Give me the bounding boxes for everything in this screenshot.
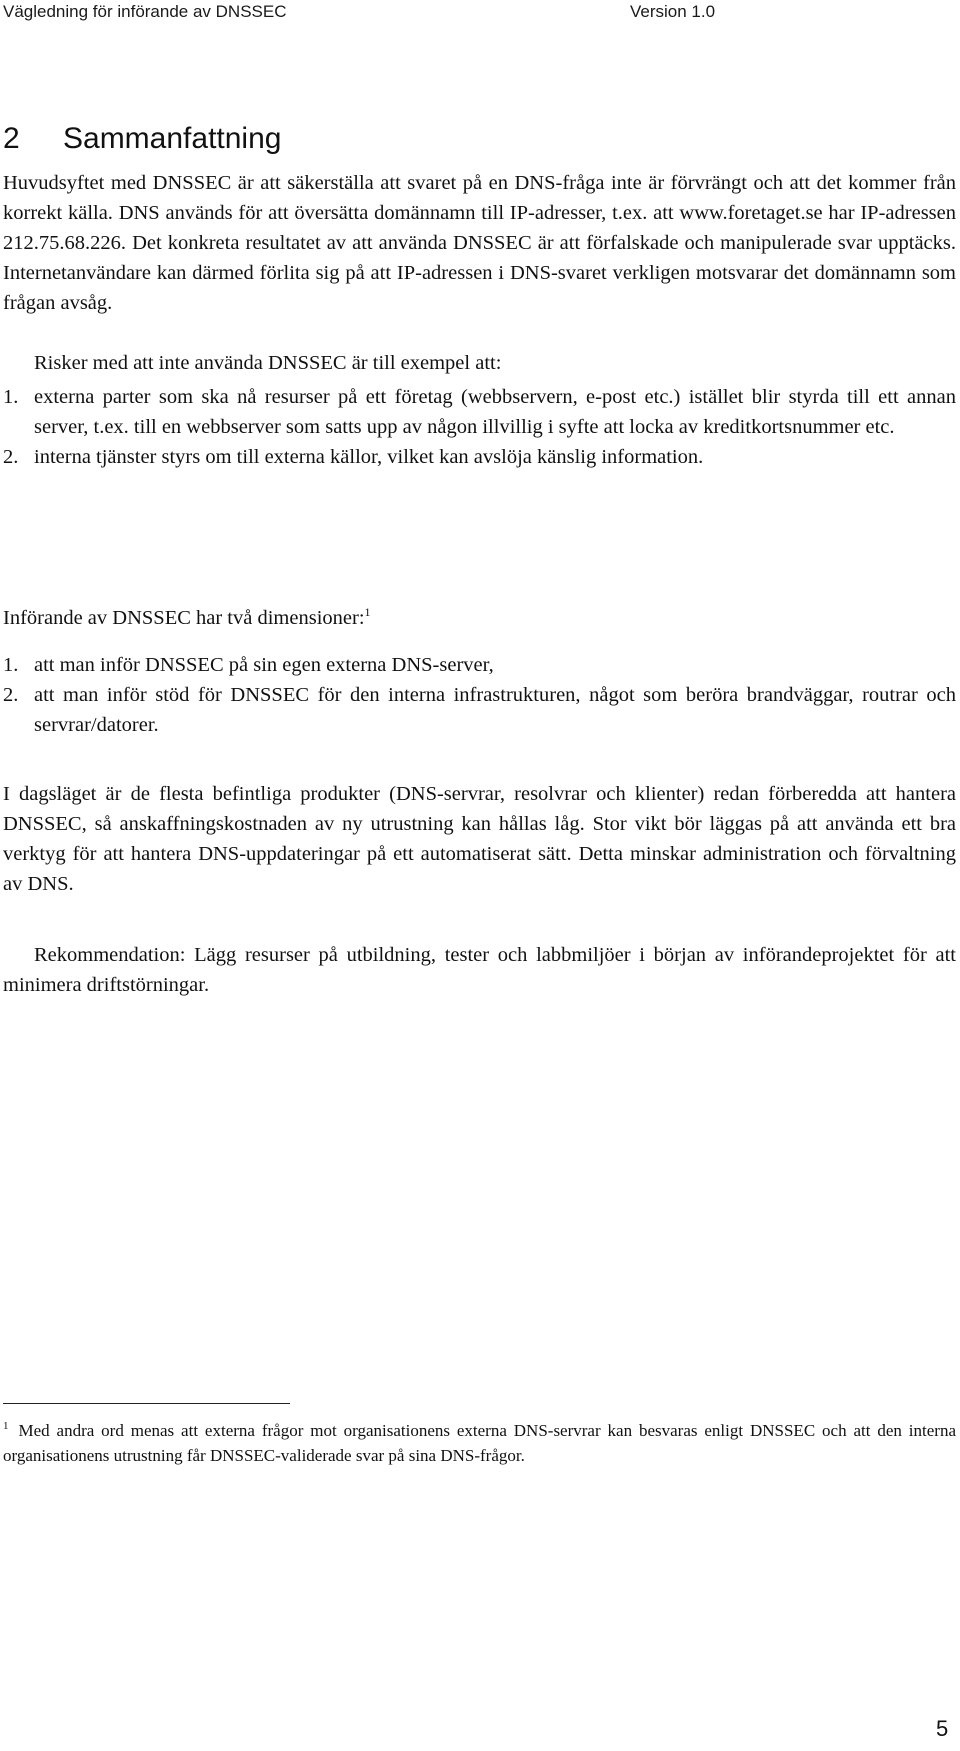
list-item-text: externa parter som ska nå resurser på ett företag (webbservern, e-post etc.) istället blir styrda till ett annan server, t.ex. till en webbserver som satts upp av någon illvillig i syfte att locka av kreditkortsnummer etc. xyxy=(34,386,956,438)
list-marker: 1. xyxy=(3,386,19,408)
running-header-version: Version 1.0 xyxy=(630,2,716,21)
running-header-title: Vägledning för införande av DNSSEC xyxy=(3,2,287,21)
list-marker: 2. xyxy=(3,684,19,706)
risks-list xyxy=(3,382,956,472)
footnote-divider xyxy=(3,1403,290,1404)
list-item xyxy=(3,442,956,472)
body-paragraph: I dagsläget är de flesta befintliga produkter (DNS-servrar, resolvrar och klienter) redan förberedda att hantera DNSSEC, så anskaffningskostnaden av ny utrustning kan hållas låg. Stor vikt bör läggas på att använda ett bra verktyg för att hantera DNS-uppdateringar på ett automatiserat sätt. Detta minskar administration och förvaltning av DNS. xyxy=(3,783,956,895)
list-item-text: interna tjänster styrs om till externa källor, vilket kan avslöja känslig information. xyxy=(34,446,704,468)
list-item xyxy=(3,680,956,740)
list-item-text: att man inför stöd för DNSSEC för den interna infrastrukturen, något som beröra brandväggar, routrar och servrar/datorer. xyxy=(34,684,956,736)
list-item xyxy=(3,650,956,680)
dimensions-lead-text: Införande av DNSSEC har två dimensioner: xyxy=(3,607,365,629)
section-title: Sammanfattning xyxy=(63,122,282,155)
list-marker: 1. xyxy=(3,654,19,676)
list-item xyxy=(3,382,956,442)
section-heading xyxy=(3,122,281,156)
risks-lead-paragraph: Risker med att inte använda DNSSEC är till exempel att: xyxy=(34,352,502,374)
footnote-reference: 1 xyxy=(364,605,371,620)
list-marker: 2. xyxy=(3,446,19,468)
dimensions-lead xyxy=(3,603,956,633)
footnote xyxy=(3,1418,956,1468)
intro-paragraph: Huvudsyftet med DNSSEC är att säkerställa att svaret på en DNS-fråga inte är förvrängt och att det kommer från korrekt källa. DNS används för att översätta domännamn till IP-adresser, t.ex. att www.foretaget.se har IP-adressen 212.75.68.226. Det konkreta resultatet av att använda DNSSEC är att förfalskade och manipulerade svar upptäcks. Internetanvändare kan därmed förlita sig på att IP-adressen i DNS-svaret verkligen motsvarar det domännamn som frågan avsåg. xyxy=(3,172,956,314)
dimensions-list xyxy=(3,650,956,740)
recommendation-paragraph: Rekommendation: Lägg resurser på utbildning, tester och labbmiljöer i början av införandeprojektet för att minimera driftstörningar. xyxy=(3,944,956,996)
list-item-text: att man inför DNSSEC på sin egen externa DNS-server, xyxy=(34,654,494,676)
section-number: 2 xyxy=(3,122,20,155)
footnote-mark: 1 xyxy=(3,1420,9,1433)
page-number: 5 xyxy=(936,1716,949,1741)
footnote-text: Med andra ord menas att externa frågor mot organisationens externa DNS-servrar kan besvaras enligt DNSSEC och att den interna organisationens utrustning får DNSSEC-validerade svar på sina DNS-frågor. xyxy=(3,1421,956,1465)
